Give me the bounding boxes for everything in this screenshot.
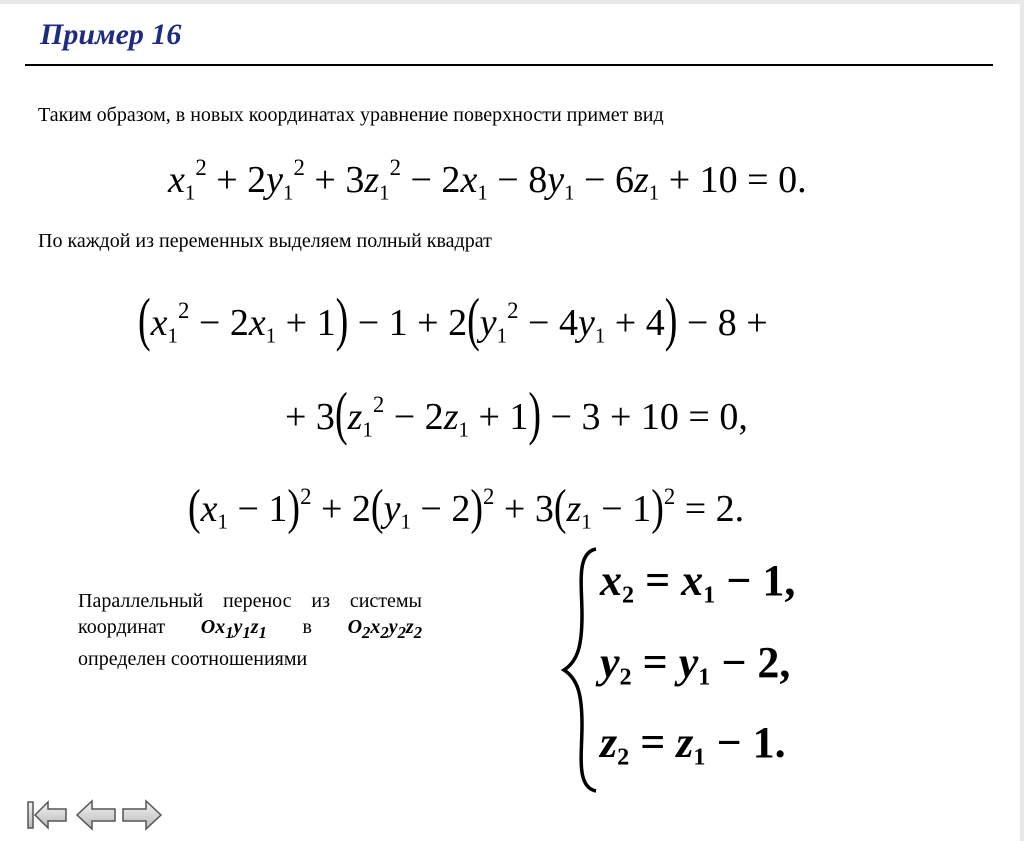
equals-sign: = bbox=[634, 556, 682, 605]
var-z1: z bbox=[676, 718, 694, 767]
sub-2: 2 bbox=[622, 581, 635, 609]
sub-2: 2 bbox=[617, 743, 630, 771]
equation-expansion-line2: + $3(z_1^2 - 2z_1 + 1) - 3 + 10 = 0$, bbox=[285, 382, 748, 448]
coord-z: z bbox=[250, 616, 259, 638]
sub-1: 1 bbox=[693, 743, 706, 771]
curly-brace-icon bbox=[560, 545, 600, 795]
var-x2: x bbox=[600, 556, 622, 605]
coord-y: y bbox=[388, 616, 398, 638]
previous-button[interactable] bbox=[74, 798, 118, 832]
frame-right bbox=[1020, 0, 1024, 841]
system-line-z bbox=[600, 717, 786, 771]
next-button[interactable] bbox=[120, 798, 164, 832]
slide-title: Пример 16 bbox=[40, 18, 182, 51]
coord-sub: 1 bbox=[242, 623, 251, 642]
coord-sub: 1 bbox=[258, 623, 267, 642]
first-page-button[interactable] bbox=[26, 798, 70, 832]
first-page-icon bbox=[26, 798, 70, 832]
sub-1: 1 bbox=[703, 581, 716, 609]
coord-y: y bbox=[233, 616, 243, 638]
sub-2: 2 bbox=[619, 663, 632, 691]
var-y2: y bbox=[600, 638, 620, 687]
forward-arrow-icon bbox=[120, 798, 164, 832]
coord-sub: 1 bbox=[225, 623, 234, 642]
var-y1: y bbox=[678, 638, 699, 687]
minus-one: − 1. bbox=[705, 718, 786, 767]
coord-sub: 2 bbox=[362, 623, 371, 642]
coord-x: x bbox=[370, 616, 381, 638]
coord-sub: 2 bbox=[413, 623, 423, 642]
coordinate-system-equations bbox=[560, 545, 880, 795]
equation-surface: $x_1^2 + 2y_1^2 + 3z_1^2 - 2x_1 - 8y_1 - 6z_1 + 10 = 0$. bbox=[168, 155, 807, 205]
translation-text-start: Параллельный перенос из системы координат bbox=[78, 590, 422, 638]
frame-top bbox=[0, 0, 1024, 4]
minus-two: − 2, bbox=[710, 638, 791, 687]
system-line-x bbox=[600, 555, 795, 609]
sub-1: 1 bbox=[698, 663, 711, 691]
title-divider bbox=[25, 64, 993, 66]
coord-z: z bbox=[405, 616, 414, 638]
coord-system-2-o: O bbox=[347, 616, 363, 638]
translation-description bbox=[78, 588, 422, 672]
paragraph-intro: Таким образом, в новых координатах уравнение поверхности примет вид bbox=[38, 104, 664, 126]
equals-sign: = bbox=[631, 638, 679, 687]
equation-expansion-line1: $(x_1^2 - 2x_1 + 1) - 1 + 2(y_1^2 - 4y_1 + 4) - 8$ + bbox=[138, 288, 768, 354]
translation-text-end: определен соотношениями bbox=[78, 648, 308, 670]
var-z2: z bbox=[600, 718, 618, 767]
system-line-y bbox=[600, 637, 790, 691]
var-x1: x bbox=[681, 556, 704, 605]
preposition-in: в bbox=[302, 616, 312, 638]
back-arrow-icon bbox=[74, 798, 118, 832]
coord-sub: 2 bbox=[380, 623, 389, 642]
paragraph-complete-square: По каждой из переменных выделяем полный квадрат bbox=[38, 230, 492, 252]
coord-sub: 2 bbox=[397, 623, 406, 642]
equals-sign: = bbox=[629, 718, 677, 767]
equation-squares: $(x_1 - 1)^2 + 2(y_1 - 2)^2 + 3(z_1 - 1)^2 = 2$. bbox=[188, 480, 745, 536]
minus-one: − 1, bbox=[715, 556, 796, 605]
coord-system-1-o: Ox bbox=[200, 616, 226, 638]
